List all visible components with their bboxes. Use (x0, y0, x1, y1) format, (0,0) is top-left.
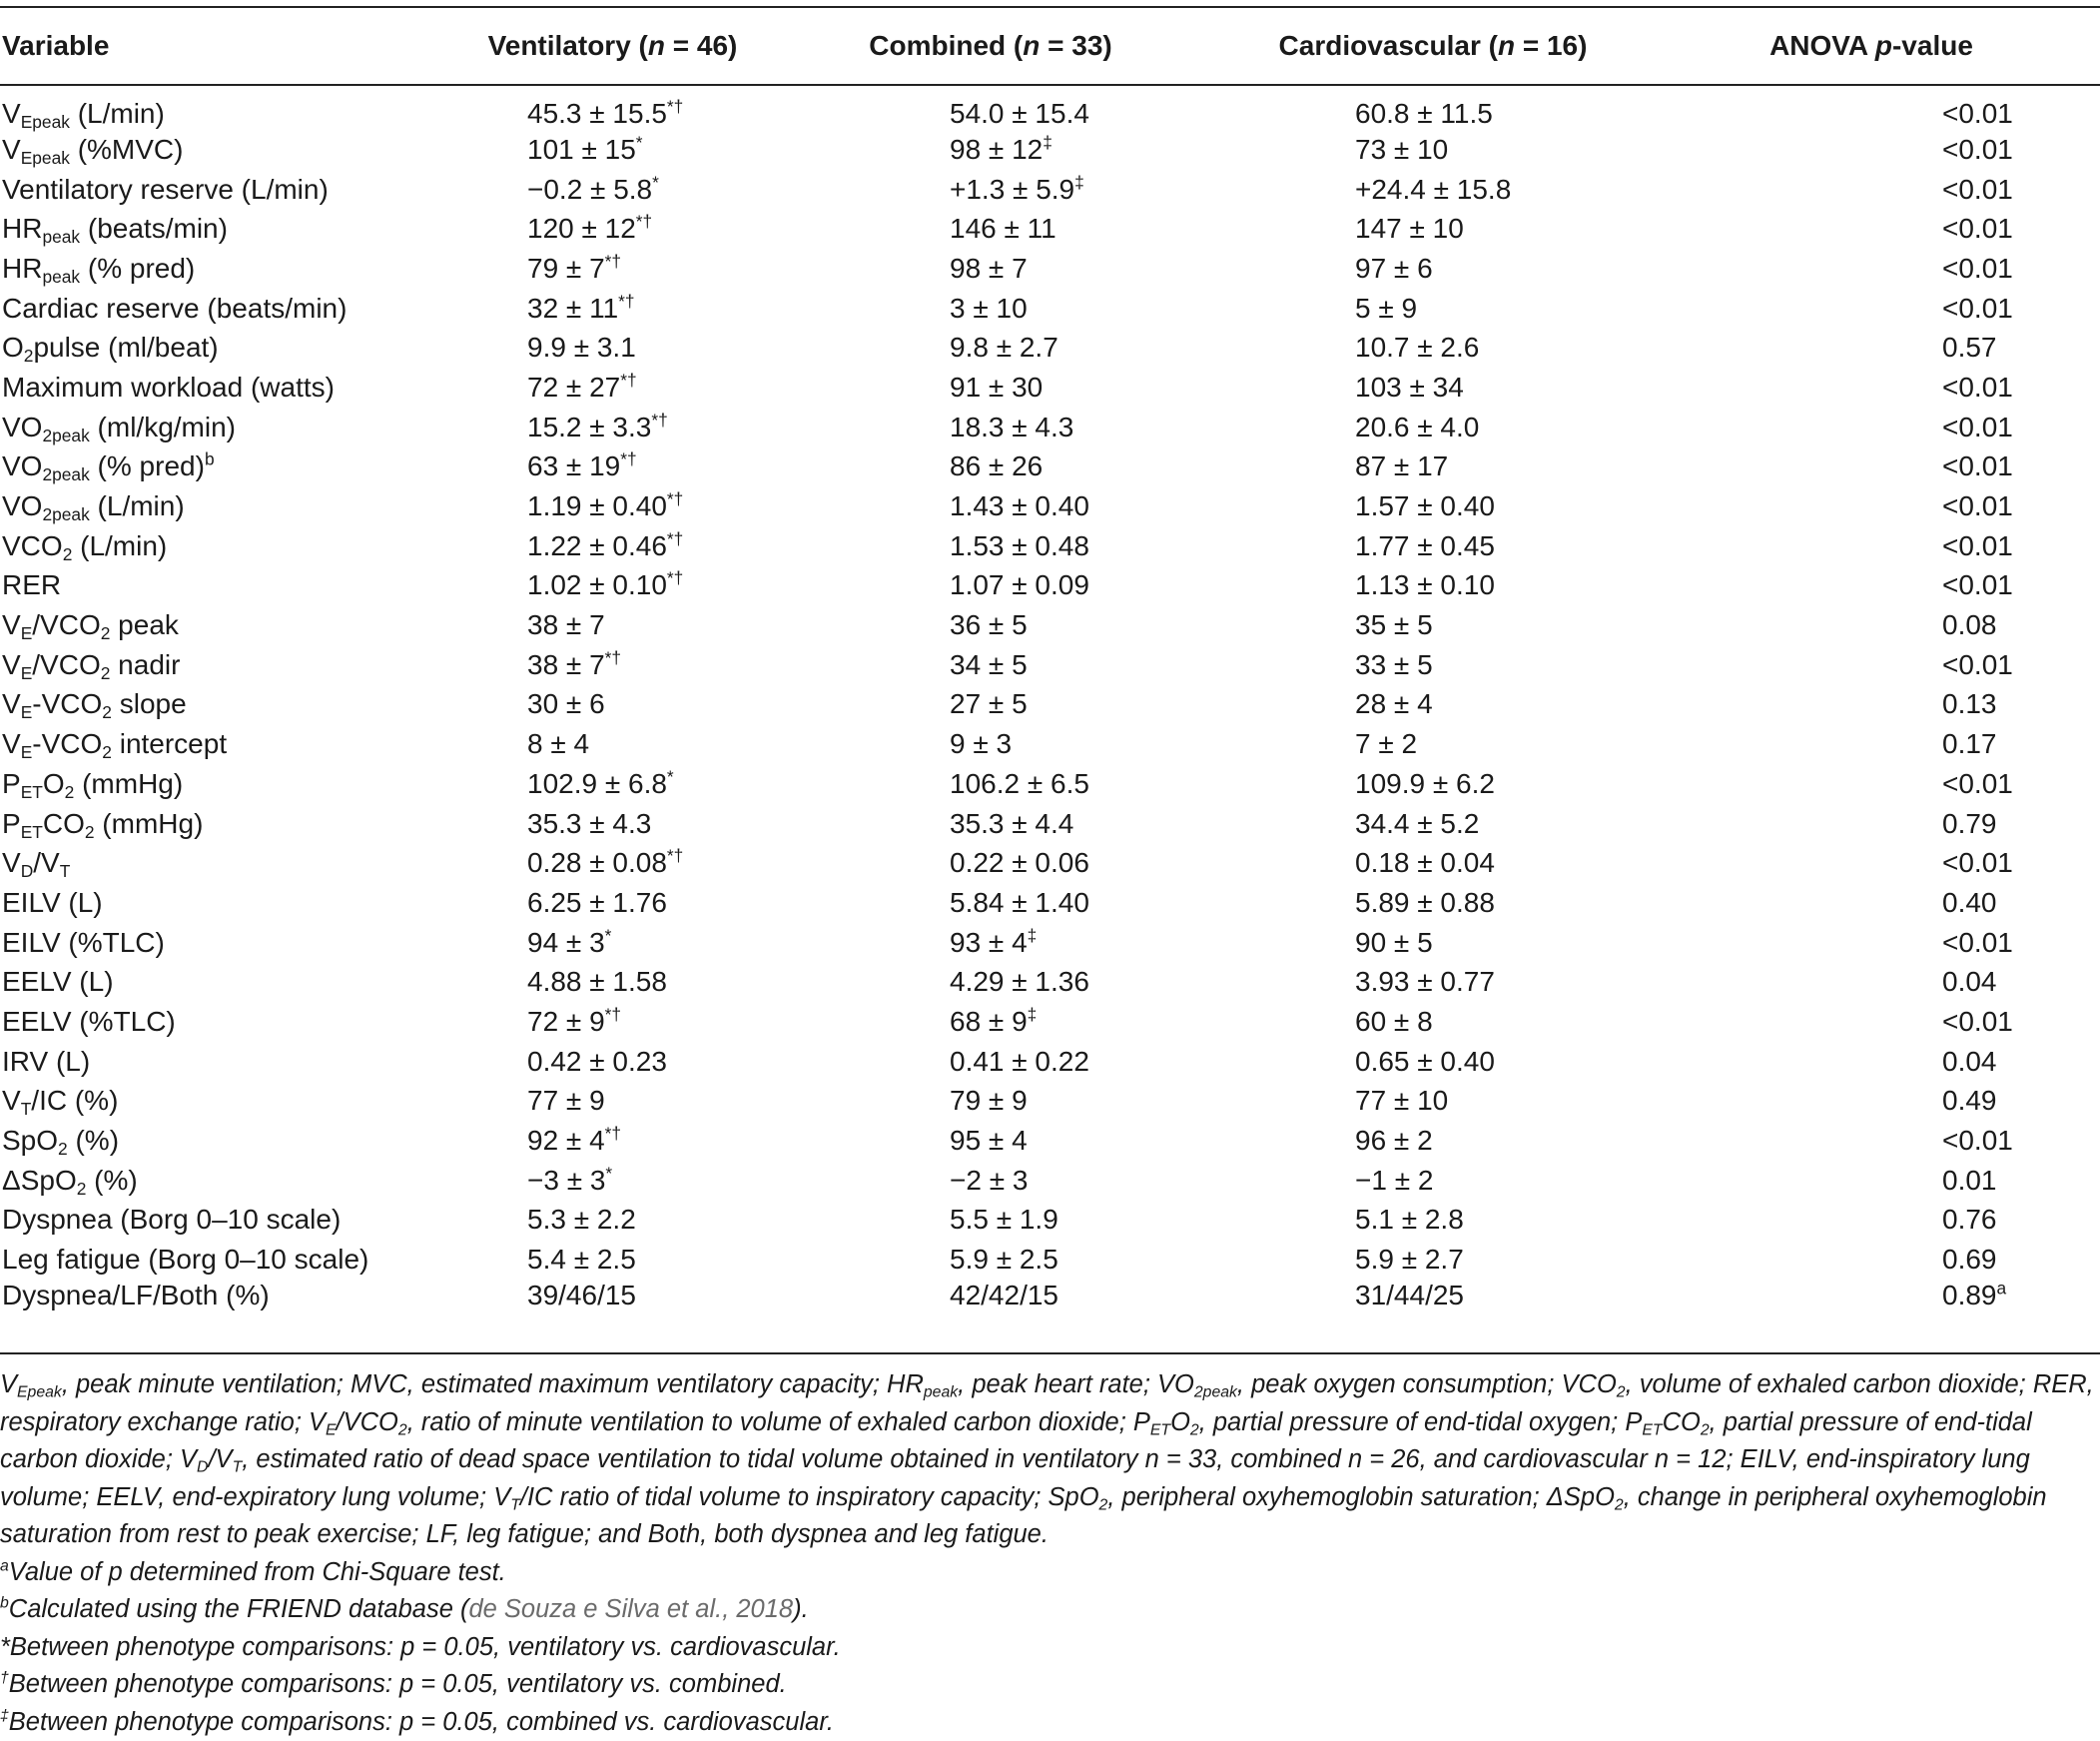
table-row (0, 526, 2100, 566)
cell-variable: $P_{ET}CO_2$ (mmHg) (0, 804, 467, 844)
cell-cardiovascular: −1 ± 2 (1223, 1161, 1643, 1201)
cell-variable: Maximum workload (watts) (0, 368, 467, 408)
table-footnotes (0, 1366, 2097, 1741)
cell-combined: 91 ± 30 (758, 368, 1223, 408)
cell-anova-p: <0.01 (1643, 209, 2100, 249)
cell-ventilatory: 1.02 ± 0.10*† (467, 566, 758, 606)
cell-cardiovascular: 28 ± 4 (1223, 685, 1643, 725)
footnote-dagger: †Between phenotype comparisons: p = 0.05, ventilatory vs. combined. (0, 1666, 2097, 1704)
cell-combined: 1.43 ± 0.40 (758, 486, 1223, 526)
cell-anova-p: <0.01 (1643, 1121, 2100, 1161)
cell-variable: $VO_{2peak}$ (ml/kg/min) (0, 408, 467, 447)
cell-cardiovascular: 7 ± 2 (1223, 724, 1643, 764)
cell-ventilatory: 38 ± 7 (467, 605, 758, 645)
cell-combined: 106.2 ± 6.5 (758, 764, 1223, 804)
header-anova: ANOVA p-value (1643, 7, 2100, 85)
table-row (0, 1002, 2100, 1042)
cell-cardiovascular: 0.65 ± 0.40 (1223, 1042, 1643, 1082)
cell-combined: 54.0 ± 15.4 (758, 85, 1223, 130)
cell-cardiovascular: 5 ± 9 (1223, 289, 1643, 329)
cell-ventilatory: 72 ± 27*† (467, 368, 758, 408)
table-row (0, 1240, 2100, 1280)
cell-anova-p: 0.17 (1643, 724, 2100, 764)
table-row (0, 1161, 2100, 1201)
cell-ventilatory: 1.22 ± 0.46*† (467, 526, 758, 566)
header-row (0, 7, 2100, 85)
table-row (0, 645, 2100, 685)
cell-anova-p: 0.76 (1643, 1201, 2100, 1241)
results-table (0, 6, 2100, 1323)
cell-combined: 93 ± 4‡ (758, 923, 1223, 963)
cell-cardiovascular: 31/44/25 (1223, 1280, 1643, 1323)
citation-link[interactable]: de Souza e Silva et al., 2018 (468, 1595, 793, 1623)
cell-cardiovascular: 103 ± 34 (1223, 368, 1643, 408)
footnote-ddagger: ‡Between phenotype comparisons: p = 0.05, combined vs. cardiovascular. (0, 1704, 2097, 1741)
cell-anova-p: <0.01 (1643, 170, 2100, 210)
header-combined: Combined (n = 33) (758, 7, 1223, 85)
table-row (0, 724, 2100, 764)
cell-combined: 3 ± 10 (758, 289, 1223, 329)
header-ventilatory: Ventilatory (n = 46) (467, 7, 758, 85)
cell-ventilatory: 63 ± 19*† (467, 447, 758, 487)
cell-ventilatory: 38 ± 7*† (467, 645, 758, 685)
cell-anova-p: 0.08 (1643, 605, 2100, 645)
cell-cardiovascular: 60.8 ± 11.5 (1223, 85, 1643, 130)
cell-ventilatory: 0.42 ± 0.23 (467, 1042, 758, 1082)
cell-ventilatory: 94 ± 3* (467, 923, 758, 963)
table-row (0, 1082, 2100, 1122)
cell-anova-p: 0.57 (1643, 328, 2100, 368)
cell-anova-p: <0.01 (1643, 923, 2100, 963)
cell-combined: 42/42/15 (758, 1280, 1223, 1323)
cell-variable: Leg fatigue (Borg 0–10 scale) (0, 1240, 467, 1280)
cell-variable: IRV (L) (0, 1042, 467, 1082)
cell-anova-p: <0.01 (1643, 645, 2100, 685)
cell-cardiovascular: 73 ± 10 (1223, 130, 1643, 170)
cell-cardiovascular: 87 ± 17 (1223, 447, 1643, 487)
cell-variable: $V_E/VCO_2$ nadir (0, 645, 467, 685)
cell-variable: EILV (%TLC) (0, 923, 467, 963)
cell-cardiovascular: 1.57 ± 0.40 (1223, 486, 1643, 526)
cell-ventilatory: 4.88 ± 1.58 (467, 962, 758, 1002)
cell-ventilatory: 15.2 ± 3.3*† (467, 408, 758, 447)
table-row (0, 1201, 2100, 1241)
cell-cardiovascular: 60 ± 8 (1223, 1002, 1643, 1042)
cell-ventilatory: −3 ± 3* (467, 1161, 758, 1201)
footnote-abbreviations: $V_{Epeak}$, peak minute ventilation; MVC, estimated maximum ventilatory capacity; $HR_{peak}$, peak heart rate; $VO_{2peak}$, peak oxygen consumption; $VCO_2$, volume of exhaled carbon dioxide; RER, respiratory exchange ratio; $V_E/VCO_2$, ratio of minute ventilation to volume of exhaled carbon dioxide; $P_{ET}O_2$, partial pressure of end-tidal oxygen; $P_{ET}CO_2$, partial pressure of end-tidal carbon dioxide; $V_D/V_T$, estimated ratio of dead space ventilation to tidal volume obtained in ventilatory n = 33, combined n = 26, and cardiovascular n = 12; EILV, end-inspiratory lung volume; EELV, end-expiratory lung volume; $V_T/IC$ ratio of tidal volume to inspiratory capacity; SpO$_2$, peripheral oxyhemoglobin saturation; ΔSpO$_2$, change in peripheral oxyhemoglobin saturation from rest to peak exercise; LF, leg fatigue; and Both, both dyspnea and leg fatigue. (0, 1366, 2097, 1554)
table-row (0, 368, 2100, 408)
cell-ventilatory: 5.4 ± 2.5 (467, 1240, 758, 1280)
table-row (0, 764, 2100, 804)
table-row (0, 883, 2100, 923)
cell-variable: $HR_{peak}$ (% pred) (0, 249, 467, 289)
cell-combined: 9.8 ± 2.7 (758, 328, 1223, 368)
cell-anova-p: 0.69 (1643, 1240, 2100, 1280)
cell-ventilatory: 0.28 ± 0.08*† (467, 843, 758, 883)
cell-combined: 68 ± 9‡ (758, 1002, 1223, 1042)
footnote-star: *Between phenotype comparisons: p = 0.05, ventilatory vs. cardiovascular. (0, 1629, 2097, 1667)
cell-ventilatory: 8 ± 4 (467, 724, 758, 764)
cell-combined: 5.5 ± 1.9 (758, 1201, 1223, 1241)
cell-anova-p: 0.01 (1643, 1161, 2100, 1201)
cell-combined: 18.3 ± 4.3 (758, 408, 1223, 447)
cell-ventilatory: 6.25 ± 1.76 (467, 883, 758, 923)
cell-ventilatory: 1.19 ± 0.40*† (467, 486, 758, 526)
cell-combined: 9 ± 3 (758, 724, 1223, 764)
cell-combined: −2 ± 3 (758, 1161, 1223, 1201)
table-row (0, 486, 2100, 526)
cell-ventilatory: 39/46/15 (467, 1280, 758, 1323)
table-row (0, 1280, 2100, 1323)
cell-variable: EELV (L) (0, 962, 467, 1002)
cell-cardiovascular: 147 ± 10 (1223, 209, 1643, 249)
table-row (0, 605, 2100, 645)
cell-combined: 98 ± 7 (758, 249, 1223, 289)
cell-ventilatory: 35.3 ± 4.3 (467, 804, 758, 844)
header-variable: Variable (0, 7, 467, 85)
table-row (0, 130, 2100, 170)
cell-variable: ΔSpO$_2$ (%) (0, 1161, 467, 1201)
cell-anova-p: <0.01 (1643, 843, 2100, 883)
cell-cardiovascular: 1.77 ± 0.45 (1223, 526, 1643, 566)
cell-anova-p: 0.89$^a$ (1643, 1280, 2100, 1323)
cell-combined: 34 ± 5 (758, 645, 1223, 685)
cell-combined: 1.07 ± 0.09 (758, 566, 1223, 606)
cell-variable: $V_E-VCO_2$ slope (0, 685, 467, 725)
cell-cardiovascular: 77 ± 10 (1223, 1082, 1643, 1122)
cell-variable: $O_2pulse$ (ml/beat) (0, 328, 467, 368)
cell-cardiovascular: 5.89 ± 0.88 (1223, 883, 1643, 923)
table-row (0, 843, 2100, 883)
cell-variable: EELV (%TLC) (0, 1002, 467, 1042)
table-body (0, 85, 2100, 1323)
table-row (0, 685, 2100, 725)
cell-variable: $V_{Epeak}$ (%MVC) (0, 130, 467, 170)
cell-ventilatory: 45.3 ± 15.5*† (467, 85, 758, 130)
cell-variable: $V_{Epeak}$ (L/min) (0, 85, 467, 130)
cell-combined: 1.53 ± 0.48 (758, 526, 1223, 566)
footnote-a: $^a$Value of p determined from Chi-Square test. (0, 1554, 2097, 1592)
cell-ventilatory: 9.9 ± 3.1 (467, 328, 758, 368)
cell-variable: $V_T/IC$ (%) (0, 1082, 467, 1122)
table-row (0, 249, 2100, 289)
cell-anova-p: <0.01 (1643, 1002, 2100, 1042)
cell-combined: 146 ± 11 (758, 209, 1223, 249)
table-row (0, 447, 2100, 487)
cell-variable: $P_{ET}O_2$ (mmHg) (0, 764, 467, 804)
cell-variable: SpO$_2$ (%) (0, 1121, 467, 1161)
cell-anova-p: 0.04 (1643, 1042, 2100, 1082)
cell-variable: $V_E/VCO_2$ peak (0, 605, 467, 645)
table-row (0, 962, 2100, 1002)
table-row (0, 289, 2100, 329)
cell-anova-p: <0.01 (1643, 566, 2100, 606)
table-row (0, 1042, 2100, 1082)
cell-combined: 86 ± 26 (758, 447, 1223, 487)
cell-combined: 35.3 ± 4.4 (758, 804, 1223, 844)
cell-variable: $VCO_2$ (L/min) (0, 526, 467, 566)
cell-anova-p: <0.01 (1643, 85, 2100, 130)
cell-variable: RER (0, 566, 467, 606)
cell-combined: 98 ± 12‡ (758, 130, 1223, 170)
cell-ventilatory: 32 ± 11*† (467, 289, 758, 329)
cell-ventilatory: 72 ± 9*† (467, 1002, 758, 1042)
cell-anova-p: <0.01 (1643, 526, 2100, 566)
table-row (0, 566, 2100, 606)
cell-ventilatory: 77 ± 9 (467, 1082, 758, 1122)
cell-cardiovascular: 33 ± 5 (1223, 645, 1643, 685)
cell-combined: 27 ± 5 (758, 685, 1223, 725)
cell-variable: Ventilatory reserve (L/min) (0, 170, 467, 210)
cell-ventilatory: 79 ± 7*† (467, 249, 758, 289)
cell-cardiovascular: 96 ± 2 (1223, 1121, 1643, 1161)
cell-cardiovascular: +24.4 ± 15.8 (1223, 170, 1643, 210)
cell-ventilatory: 5.3 ± 2.2 (467, 1201, 758, 1241)
cell-cardiovascular: 5.9 ± 2.7 (1223, 1240, 1643, 1280)
cell-anova-p: 0.49 (1643, 1082, 2100, 1122)
cell-cardiovascular: 20.6 ± 4.0 (1223, 408, 1643, 447)
cell-cardiovascular: 3.93 ± 0.77 (1223, 962, 1643, 1002)
cell-anova-p: 0.79 (1643, 804, 2100, 844)
cell-variable: Dyspnea (Borg 0–10 scale) (0, 1201, 467, 1241)
table-row (0, 209, 2100, 249)
cell-anova-p: <0.01 (1643, 368, 2100, 408)
cell-ventilatory: 102.9 ± 6.8* (467, 764, 758, 804)
cell-cardiovascular: 34.4 ± 5.2 (1223, 804, 1643, 844)
cell-anova-p: <0.01 (1643, 447, 2100, 487)
cell-anova-p: 0.40 (1643, 883, 2100, 923)
cell-combined: 36 ± 5 (758, 605, 1223, 645)
cell-combined: +1.3 ± 5.9‡ (758, 170, 1223, 210)
cell-variable: $V_D/V_T$ (0, 843, 467, 883)
cell-anova-p: <0.01 (1643, 289, 2100, 329)
cell-anova-p: <0.01 (1643, 408, 2100, 447)
cell-combined: 0.22 ± 0.06 (758, 843, 1223, 883)
cell-cardiovascular: 97 ± 6 (1223, 249, 1643, 289)
cell-variable: EILV (L) (0, 883, 467, 923)
cell-anova-p: 0.04 (1643, 962, 2100, 1002)
table-bottom-rule (0, 1352, 2100, 1354)
cell-ventilatory: 30 ± 6 (467, 685, 758, 725)
cell-anova-p: <0.01 (1643, 249, 2100, 289)
cell-cardiovascular: 90 ± 5 (1223, 923, 1643, 963)
cell-cardiovascular: 0.18 ± 0.04 (1223, 843, 1643, 883)
table-row (0, 170, 2100, 210)
cell-cardiovascular: 5.1 ± 2.8 (1223, 1201, 1643, 1241)
cell-cardiovascular: 10.7 ± 2.6 (1223, 328, 1643, 368)
table-row (0, 1121, 2100, 1161)
table-row (0, 923, 2100, 963)
table-row (0, 804, 2100, 844)
cell-ventilatory: 120 ± 12*† (467, 209, 758, 249)
cell-cardiovascular: 35 ± 5 (1223, 605, 1643, 645)
cell-cardiovascular: 109.9 ± 6.2 (1223, 764, 1643, 804)
cell-combined: 95 ± 4 (758, 1121, 1223, 1161)
cell-variable: $VO_{2peak}$ (% pred)$^b$ (0, 447, 467, 487)
cell-combined: 5.9 ± 2.5 (758, 1240, 1223, 1280)
header-cardiovascular: Cardiovascular (n = 16) (1223, 7, 1643, 85)
cell-anova-p: <0.01 (1643, 486, 2100, 526)
table-row (0, 408, 2100, 447)
cell-combined: 5.84 ± 1.40 (758, 883, 1223, 923)
cell-combined: 4.29 ± 1.36 (758, 962, 1223, 1002)
cell-combined: 0.41 ± 0.22 (758, 1042, 1223, 1082)
cell-variable: Cardiac reserve (beats/min) (0, 289, 467, 329)
cell-combined: 79 ± 9 (758, 1082, 1223, 1122)
cell-cardiovascular: 1.13 ± 0.10 (1223, 566, 1643, 606)
footnote-b: $^b$Calculated using the FRIEND database (de Souza e Silva et al., 2018). (0, 1591, 2097, 1629)
cell-variable: $VO_{2peak}$ (L/min) (0, 486, 467, 526)
cell-ventilatory: 101 ± 15* (467, 130, 758, 170)
cell-variable: $HR_{peak}$ (beats/min) (0, 209, 467, 249)
cell-anova-p: 0.13 (1643, 685, 2100, 725)
cell-ventilatory: 92 ± 4*† (467, 1121, 758, 1161)
cell-variable: Dyspnea/LF/Both (%) (0, 1280, 467, 1323)
table-row (0, 328, 2100, 368)
cell-anova-p: <0.01 (1643, 764, 2100, 804)
cell-variable: $V_E-VCO_2$ intercept (0, 724, 467, 764)
cell-anova-p: <0.01 (1643, 130, 2100, 170)
table-row (0, 85, 2100, 130)
cell-ventilatory: −0.2 ± 5.8* (467, 170, 758, 210)
